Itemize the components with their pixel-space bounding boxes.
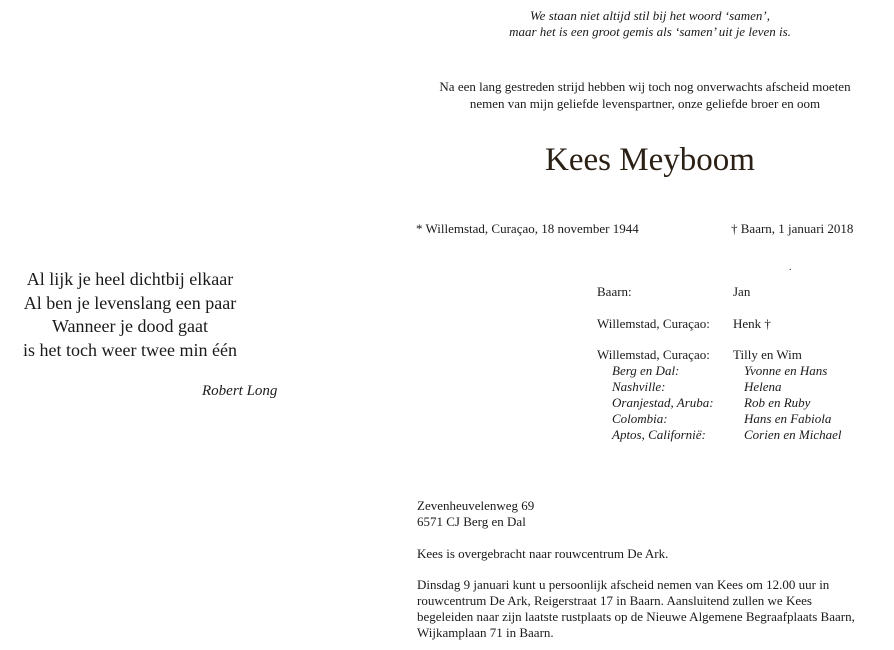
stray-mark: . bbox=[789, 262, 792, 273]
address-city: 6571 CJ Berg en Dal bbox=[417, 514, 526, 529]
address bbox=[417, 498, 534, 530]
intro-line: Na een lang gestreden strijd hebben wij toch nog onverwachts afscheid moeten bbox=[439, 79, 851, 94]
relative-names: Tilly en Wim bbox=[733, 347, 802, 362]
notice-line: rouwcentrum De Ark, Reigerstraat 17 in Baarn. Aansluitend zullen we Kees bbox=[417, 593, 812, 608]
relative-subplace: Oranjestad, Aruba: bbox=[612, 395, 714, 410]
relative-place: Willemstad, Curaçao: bbox=[597, 316, 710, 331]
poem-line: Al lijk je heel dichtbij elkaar bbox=[26, 269, 234, 289]
poem-line: Al ben je levenslang een paar bbox=[23, 292, 237, 313]
notice-line: begeleiden naar zijn laatste rustplaats op de Nieuwe Algemene Begraafplaats Baarn, bbox=[417, 609, 855, 624]
poem-author: Robert Long bbox=[202, 383, 278, 399]
relative-subnames: Helena bbox=[744, 379, 782, 394]
relative-subplace: Nashville: bbox=[612, 379, 666, 394]
relative-names: Jan bbox=[733, 284, 751, 299]
relative-subnames: Hans en Fabiola bbox=[744, 411, 832, 426]
relative-names: Henk † bbox=[733, 316, 771, 331]
poem bbox=[0, 268, 260, 362]
relative-subplace: Berg en Dal: bbox=[612, 363, 680, 378]
address-street: Zevenheuvelenweg 69 bbox=[417, 498, 535, 513]
relative-subnames: Rob en Ruby bbox=[744, 395, 811, 410]
relative-subplace: Colombia: bbox=[612, 411, 668, 426]
death-info: † Baarn, 1 januari 2018 bbox=[731, 221, 854, 236]
intro-text bbox=[405, 79, 885, 112]
motto-line: We staan niet altijd stil bij het woord ‘samen’, bbox=[530, 8, 770, 23]
deceased-name: Kees Meyboom bbox=[545, 142, 755, 178]
notice-farewell bbox=[417, 577, 855, 641]
relative-place: Willemstad, Curaçao: bbox=[597, 347, 710, 362]
relative-place: Baarn: bbox=[597, 284, 632, 299]
relative-subplace: Aptos, Californië: bbox=[612, 427, 706, 442]
notice-transfer: Kees is overgebracht naar rouwcentrum De Ark. bbox=[417, 546, 669, 561]
motto-line: maar het is een groot gemis als ‘samen’ uit je leven is. bbox=[509, 24, 791, 39]
notice-line: Dinsdag 9 januari kunt u persoonlijk afscheid nemen van Kees om 12.00 uur in bbox=[417, 577, 830, 592]
poem-line: is het toch weer twee min één bbox=[23, 339, 237, 360]
intro-line: nemen van mijn geliefde levenspartner, onze geliefde broer en oom bbox=[469, 95, 821, 111]
poem-line: Wanneer je dood gaat bbox=[52, 316, 208, 336]
relative-subnames: Corien en Michael bbox=[744, 427, 842, 442]
birth-info: * Willemstad, Curaçao, 18 november 1944 bbox=[416, 221, 639, 236]
relative-subnames: Yvonne en Hans bbox=[744, 363, 828, 378]
notice-line: Wijkamplaan 71 in Baarn. bbox=[417, 625, 554, 640]
motto bbox=[450, 8, 850, 40]
